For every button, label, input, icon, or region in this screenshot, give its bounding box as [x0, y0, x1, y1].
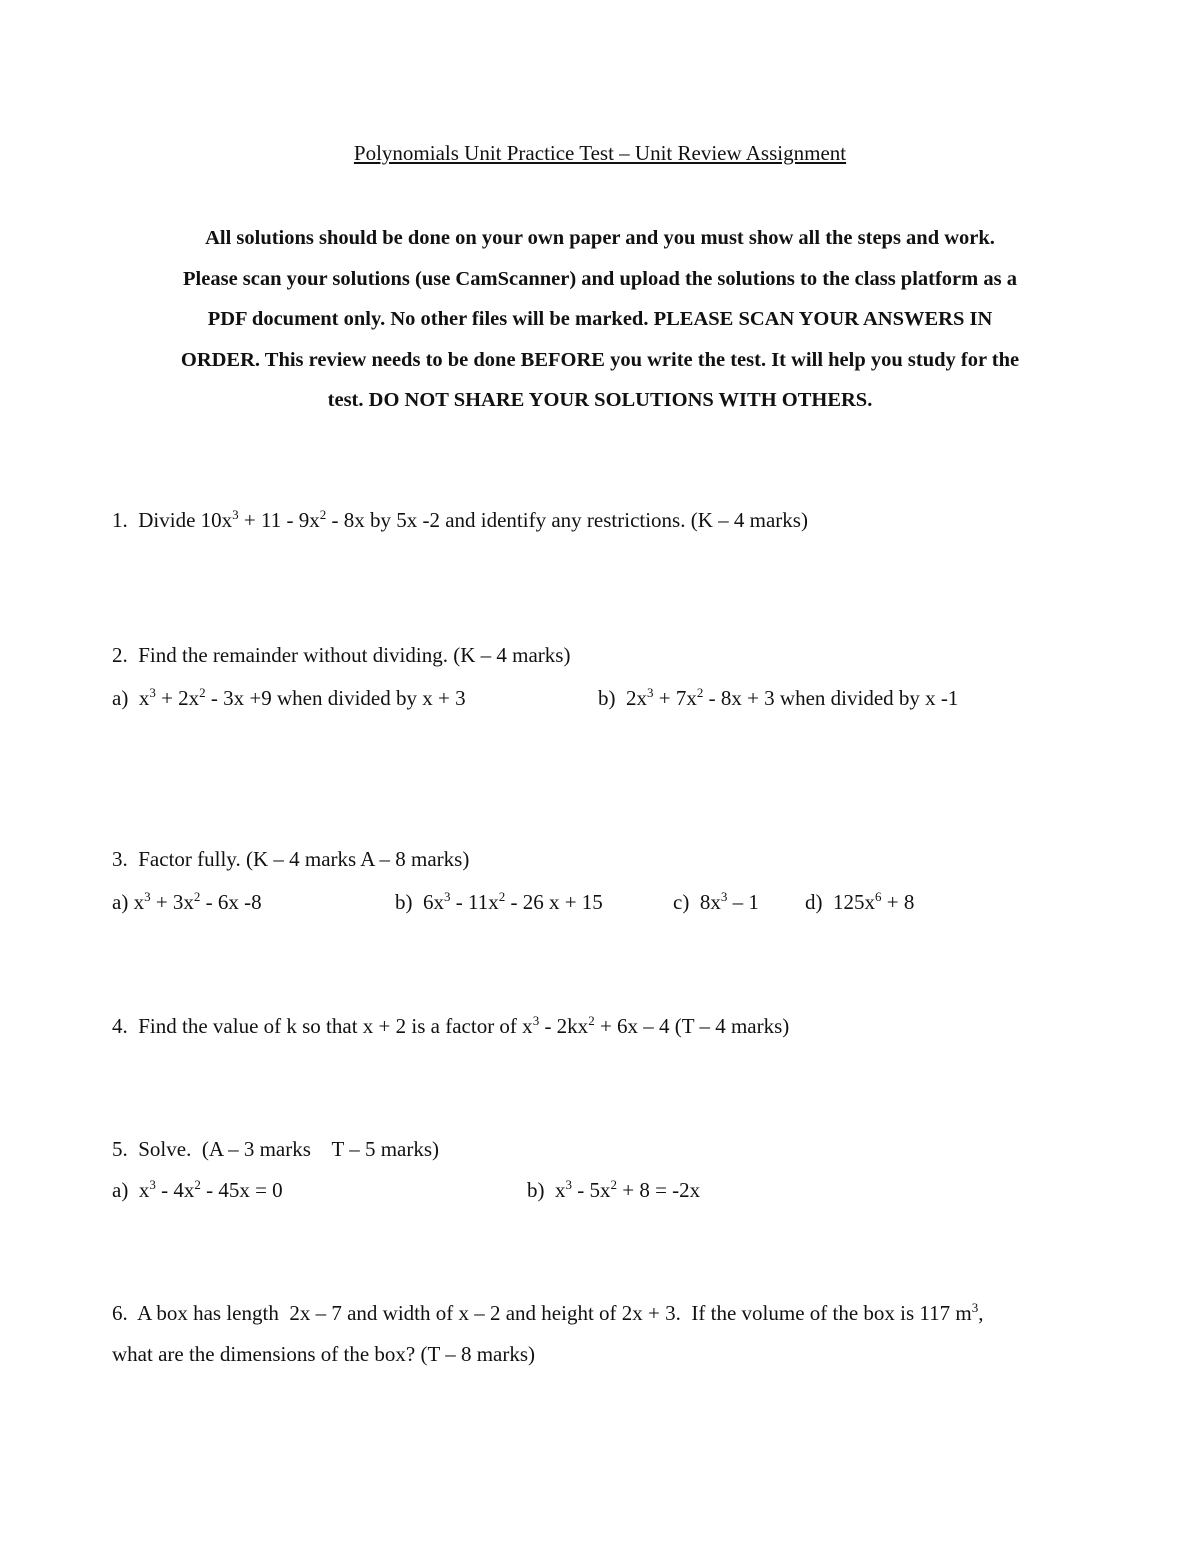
part-label: b)	[527, 1178, 545, 1202]
part-text: 2x	[626, 686, 647, 710]
question-text: - 8x by 5x -2 and identify any restrictions. (K – 4 marks)	[326, 508, 808, 532]
exponent: 3	[149, 1177, 156, 1192]
question-4	[112, 1013, 789, 1039]
exponent: 3	[144, 889, 151, 904]
exponent: 3	[532, 1013, 540, 1028]
question-5a	[112, 1177, 283, 1203]
question-number: 1.	[112, 508, 128, 532]
question-text: - 2kx	[539, 1014, 589, 1038]
question-number: 3.	[112, 847, 128, 871]
exponent: 2	[498, 889, 506, 904]
part-text: + 3x	[150, 890, 194, 914]
question-text: Divide 10x	[138, 508, 233, 532]
question-number: 5.	[112, 1137, 128, 1161]
part-text: - 8x + 3 when divided by x -1	[703, 686, 959, 710]
part-text: - 6x -8	[200, 890, 262, 914]
question-3c	[673, 889, 759, 915]
question-text: ,	[978, 1301, 984, 1325]
part-text: 125x	[833, 890, 875, 914]
exponent: 3	[971, 1300, 979, 1315]
question-6-line-2: what are the dimensions of the box? (T – 8 marks)	[112, 1342, 536, 1366]
part-text: + 8	[881, 890, 915, 914]
question-2b	[598, 685, 958, 711]
question-number: 2.	[112, 643, 128, 667]
exponent: 3	[720, 889, 728, 904]
exponent: 6	[875, 889, 882, 904]
part-text: - 5x	[572, 1178, 611, 1202]
part-text: – 1	[727, 890, 759, 914]
instruction-line: All solutions should be done on your own paper and you must show all the steps and work.	[205, 227, 995, 249]
question-3b	[395, 889, 603, 915]
part-label: a)	[112, 890, 129, 914]
exponent: 3	[232, 507, 239, 522]
part-text: - 45x = 0	[200, 1178, 283, 1202]
instruction-line: ORDER. This review needs to be done BEFORE you write the test. It will help you study for the	[180, 348, 1020, 371]
question-prompt: Factor fully. (K – 4 marks A – 8 marks)	[138, 847, 470, 871]
exponent: 2	[610, 1177, 617, 1192]
question-prompt: Find the remainder without dividing. (K – 4 marks)	[138, 643, 571, 667]
question-6	[112, 1300, 983, 1326]
part-text: 8x	[699, 890, 721, 914]
part-label: a)	[112, 686, 129, 710]
exponent: 2	[319, 507, 327, 522]
question-2a	[112, 685, 466, 711]
part-text: x	[133, 890, 145, 914]
part-text: - 4x	[155, 1178, 195, 1202]
part-label: c)	[673, 890, 690, 914]
part-text: 6x	[423, 890, 444, 914]
question-3a	[112, 889, 262, 915]
question-3	[112, 846, 469, 872]
question-prompt: Solve. (A – 3 marks T – 5 marks)	[138, 1137, 440, 1161]
part-text: + 2x	[155, 686, 200, 710]
question-2	[112, 642, 570, 668]
exponent: 3	[149, 685, 156, 700]
question-text: + 6x – 4 (T – 4 marks)	[594, 1014, 790, 1038]
part-text: + 7x	[653, 686, 697, 710]
page-title: Polynomials Unit Practice Test – Unit Review Assignment	[353, 141, 847, 165]
part-text: x	[138, 1178, 150, 1202]
instruction-line: Please scan your solutions (use CamScanner) and upload the solutions to the class platform as a	[183, 267, 1017, 290]
exponent: 2	[199, 685, 206, 700]
part-label: a)	[112, 1178, 129, 1202]
question-text: A box has length 2x – 7 and width of x – 2 and height of 2x + 3. If the volume of the box is 117 m	[137, 1301, 972, 1325]
exponent: 2	[696, 685, 704, 700]
question-text: + 11 - 9x	[238, 508, 320, 532]
part-label: b)	[598, 686, 616, 710]
exponent: 2	[193, 889, 201, 904]
exponent: 2	[588, 1013, 595, 1028]
exponent: 3	[444, 889, 451, 904]
part-text: + 8 = -2x	[617, 1178, 701, 1202]
exponent: 3	[647, 685, 654, 700]
part-text: - 3x +9 when divided by x + 3	[205, 686, 466, 710]
question-number: 4.	[112, 1014, 128, 1038]
exponent: 2	[194, 1177, 201, 1192]
question-number: 6.	[112, 1301, 128, 1325]
instructions	[100, 218, 1100, 421]
question-5	[112, 1136, 439, 1162]
instruction-line: PDF document only. No other files will be marked. PLEASE SCAN YOUR ANSWERS IN	[207, 308, 993, 330]
part-text: x	[555, 1178, 566, 1202]
question-text: Find the value of k so that x + 2 is a factor of x	[138, 1014, 533, 1038]
part-text: - 11x	[450, 890, 499, 914]
instruction-line: test. DO NOT SHARE YOUR SOLUTIONS WITH OTHERS.	[327, 389, 873, 411]
question-1	[112, 507, 808, 533]
part-text: - 26 x + 15	[505, 890, 603, 914]
part-label: d)	[805, 890, 823, 914]
exponent: 3	[565, 1177, 572, 1192]
part-label: b)	[395, 890, 413, 914]
question-5b	[527, 1177, 700, 1203]
part-text: x	[138, 686, 150, 710]
question-3d	[805, 889, 914, 915]
